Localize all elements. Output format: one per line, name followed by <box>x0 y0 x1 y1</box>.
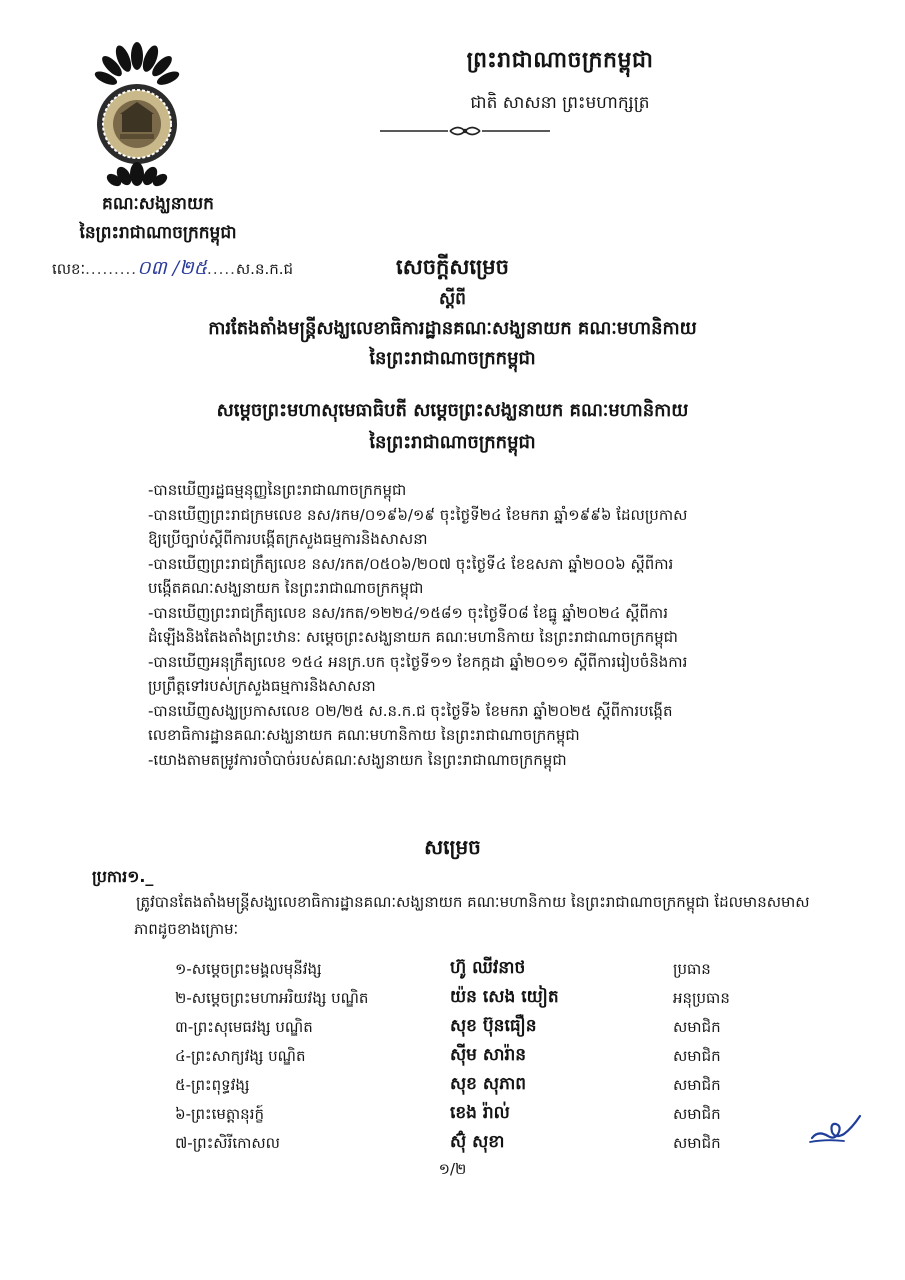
member-row <box>0 1044 905 1073</box>
consideration-line: -បានឃើញអនុក្រឹត្យលេខ ១៥៤ អនក្រ.បក ចុះថ្ងៃទី១១ ខែកក្កដា ឆ្នាំ២០១១ ស្ដីពីការរៀបចំនិងការ <box>148 652 688 671</box>
kingdom-heading: ព្រះរាជាណាចក្រកម្ពុជា <box>466 48 654 73</box>
members-table <box>0 957 905 1160</box>
ornament-divider-icon <box>380 124 550 138</box>
member-title: ១-សម្ដេចព្រះមង្គលមុនីវង្ស <box>175 960 322 978</box>
member-title: ៥-ព្រះពុទ្ធវង្ស <box>175 1076 250 1094</box>
consideration-line: -បានឃើញព្រះរាជក្រឹត្យលេខ នស/រកត/០៥០៦/២០៧ ចុះថ្ងៃទី៤ ខែឧសភា ឆ្នាំ២០០៦ ស្ដីពីការ <box>148 554 674 573</box>
member-name: ហ៊ូ ឈីវនាថ <box>450 958 526 978</box>
national-motto: ជាតិ សាសនា ព្រះមហាក្សត្រ <box>470 93 650 113</box>
authority-line-2: នៃព្រះរាជាណាចក្រកម្ពុជា <box>369 432 536 453</box>
member-name: ស៊ុំ សុខា <box>450 1132 505 1152</box>
subject-line-2: នៃព្រះរាជាណាចក្រកម្ពុជា <box>369 348 536 369</box>
member-name: យ៉ន សេង យៀត <box>450 987 559 1007</box>
consideration-line: -បានឃើញសង្ឃប្រកាសលេខ ០២/២៥ ស.ន.ក.ជ ចុះថ្ងៃទី៦ ខែមករា ឆ្នាំ២០២៥ ស្ដីពីការបង្កើត <box>148 701 673 720</box>
member-role: សមាជិក <box>673 1047 721 1065</box>
considerations-list <box>148 478 848 772</box>
reference-prefix: លេខៈ <box>52 260 86 278</box>
member-row <box>0 1073 905 1102</box>
consideration-line: លេខាធិការដ្ឋានគណៈសង្ឃនាយក គណៈមហានិកាយ នៃព្រះរាជាណាចក្រកម្ពុជា <box>148 726 580 744</box>
member-name: សុខ ប៊ុនធឿន <box>450 1016 537 1036</box>
member-row <box>0 986 905 1015</box>
consideration-line: -បានឃើញព្រះរាជក្រឹត្យលេខ នស/រកត/១២២៤/១៥៨១ ចុះថ្ងៃទី០៨ ខែធ្នូ ឆ្នាំ២០២៤ ស្ដីពីការ <box>148 603 668 622</box>
member-title: ៤-ព្រះសាក្យវង្ស បណ្ឌិត <box>175 1047 306 1065</box>
reference-dots: ......... <box>85 260 138 278</box>
issuer-country: នៃព្រះរាជាណាចក្រកម្ពុជា <box>79 223 237 243</box>
member-role: អនុប្រធាន <box>673 989 730 1007</box>
consideration-line: ប្រព្រឹត្តទៅរបស់ក្រសួងធម្មការនិងសាសនា <box>148 677 376 695</box>
document-type-title: សេចក្ដីសម្រេច <box>396 255 509 279</box>
article-text: ត្រូវបានតែងតាំងមន្ត្រីសង្ឃលេខាធិការដ្ឋានគណៈសង្ឃនាយក គណៈមហានិកាយ នៃព្រះរាជាណាចក្រកម្ពុជា ដែលមានសមាសភាពដូចខាងក្រោមៈ <box>134 893 810 938</box>
consideration-line: ឱ្យប្រើច្បាប់ស្ដីពីការបង្កើតក្រសួងធម្មការនិងសាសនា <box>148 530 428 548</box>
member-name: ស៊ីម សារ៉ាន <box>450 1045 527 1065</box>
consideration-line: បង្កើតគណៈសង្ឃនាយក នៃព្រះរាជាណាចក្រកម្ពុជា <box>148 579 424 597</box>
member-role: សមាជិក <box>673 1076 721 1094</box>
decision-heading: សម្រេច <box>424 835 481 859</box>
emblem-icon <box>82 42 192 192</box>
member-role: សមាជិក <box>673 1134 721 1152</box>
member-role: សមាជិក <box>673 1105 721 1123</box>
member-title: ៣-ព្រះសុមេធវង្ស បណ្ឌិត <box>175 1018 313 1036</box>
subject-line-1: ការតែងតាំងមន្ត្រីសង្ឃលេខាធិការដ្ឋានគណៈសង្ឃនាយក គណៈមហានិកាយ <box>208 318 697 339</box>
member-role: ប្រធាន <box>673 960 711 978</box>
member-row <box>0 1131 905 1160</box>
issuer-name: គណៈសង្ឃនាយក <box>102 194 214 214</box>
member-name: សុខ សុភាព <box>450 1074 527 1094</box>
member-row <box>0 1102 905 1131</box>
about-label: ស្ដីពី <box>439 289 466 309</box>
consideration-line: -បានឃើញរដ្ឋធម្មនុញ្ញនៃព្រះរាជាណាចក្រកម្ពុជា <box>148 481 407 499</box>
page-number: ១/២ <box>438 1160 467 1178</box>
consideration-line: -បានឃើញព្រះរាជក្រមលេខ នស/រកម/០១៩៦/១៩ ចុះថ្ងៃទី២៤ ខែមករា ឆ្នាំ១៩៩៦ ដែលប្រកាស <box>148 505 688 524</box>
consideration-line: -យោងតាមតម្រូវការចាំបាច់របស់គណៈសង្ឃនាយក នៃព្រះរាជាណាចក្រកម្ពុជា <box>148 750 567 769</box>
reference-dots: ..... <box>207 260 236 278</box>
member-row <box>0 957 905 986</box>
article-label: ប្រការ១._ <box>92 867 154 886</box>
member-row <box>0 1015 905 1044</box>
member-title: ៦-ព្រះមេត្តានុរក្ខ៍ <box>175 1105 264 1123</box>
member-title: ២-សម្ដេចព្រះមហាអរិយវង្ស បណ្ឌិត <box>175 989 369 1007</box>
member-role: សមាជិក <box>673 1018 721 1036</box>
consideration-line: ដំឡើងនិងតែងតាំងព្រះឋានៈ សម្ដេចព្រះសង្ឃនាយក គណៈមហានិកាយ នៃព្រះរាជាណាចក្រកម្ពុជា <box>148 628 678 646</box>
authority-line-1: សម្ដេចព្រះមហាសុមេធាធិបតី សម្ដេចព្រះសង្ឃនាយក គណៈមហានិកាយ <box>216 400 689 421</box>
reference-suffix: ស.ន.ក.ជ <box>235 260 294 278</box>
member-name: ខេង រ៉ាល់ <box>450 1103 510 1123</box>
member-title: ៧-ព្រះសិរីកោសល <box>175 1134 280 1152</box>
reference-handwritten-number: ០៣ /២៥ <box>137 257 208 279</box>
signature-mark <box>808 1108 866 1146</box>
